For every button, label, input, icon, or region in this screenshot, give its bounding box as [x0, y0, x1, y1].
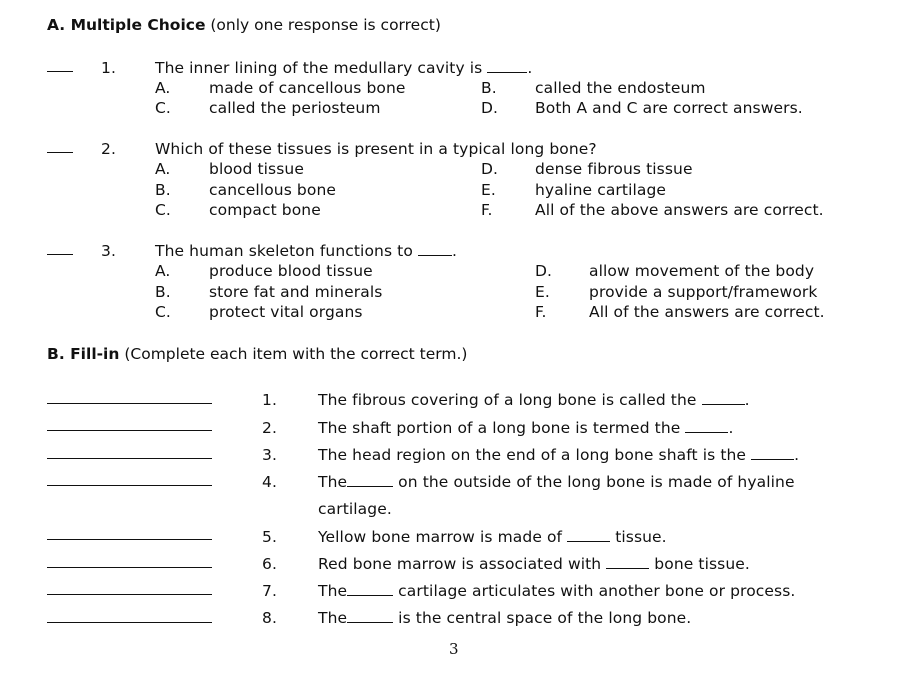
fill-in-item: The is the central space of the long bone.: [318, 609, 692, 627]
item-number: 4.: [262, 473, 277, 491]
option-letter: D.: [535, 262, 553, 280]
item-number: 6.: [262, 555, 277, 573]
option-letter: C.: [155, 201, 171, 219]
page-number: 3: [449, 640, 459, 658]
option-letter: A.: [155, 160, 171, 178]
item-number: 7.: [262, 582, 277, 600]
option-text: provide a support/framework: [589, 283, 818, 301]
option-text: store fat and minerals: [209, 283, 383, 301]
option-text: called the periosteum: [209, 99, 381, 117]
fill-in-item: The on the outside of the long bone is made of hyaline: [318, 473, 795, 491]
fill-in-item: The cartilage articulates with another bone or process.: [318, 582, 796, 600]
item-number: 3.: [262, 446, 277, 464]
answer-blank-b8[interactable]: [47, 622, 212, 623]
option-text: called the endosteum: [535, 79, 706, 97]
option-letter: F.: [535, 303, 547, 321]
option-text: All of the above answers are correct.: [535, 201, 824, 219]
option-letter: F.: [481, 201, 493, 219]
option-letter: B.: [155, 181, 171, 199]
question-number: 2.: [101, 140, 116, 158]
option-text: cancellous bone: [209, 181, 337, 199]
answer-blank-b1[interactable]: [47, 403, 212, 404]
fill-in-item: Red bone marrow is associated with bone tissue.: [318, 555, 750, 573]
section-a-heading: A. Multiple Choice (only one response is correct): [47, 16, 441, 34]
fill-in-item: The fibrous covering of a long bone is called the .: [318, 391, 750, 409]
fill-in-item: The shaft portion of a long bone is termed the .: [318, 419, 734, 437]
fill-in-item: The head region on the end of a long bone shaft is the .: [318, 446, 800, 464]
option-text: made of cancellous bone: [209, 79, 406, 97]
option-text: dense fibrous tissue: [535, 160, 693, 178]
item-number: 5.: [262, 528, 277, 546]
question-number: 1.: [101, 59, 116, 77]
option-text: compact bone: [209, 201, 321, 219]
option-letter: C.: [155, 99, 171, 117]
answer-blank-b3[interactable]: [47, 458, 212, 459]
option-letter: B.: [155, 283, 171, 301]
answer-blank-q1[interactable]: [47, 71, 73, 72]
fill-in-item: Yellow bone marrow is made of tissue.: [318, 528, 667, 546]
item-number: 2.: [262, 419, 277, 437]
question-stem: The human skeleton functions to .: [155, 242, 457, 260]
option-text: hyaline cartilage: [535, 181, 667, 199]
question-stem: The inner lining of the medullary cavity is .: [155, 59, 533, 77]
answer-blank-b2[interactable]: [47, 430, 212, 431]
answer-blank-b5[interactable]: [47, 539, 212, 540]
option-text: produce blood tissue: [209, 262, 373, 280]
option-letter: E.: [481, 181, 496, 199]
option-letter: A.: [155, 262, 171, 280]
section-b-heading: B. Fill-in (Complete each item with the correct term.): [47, 345, 468, 363]
answer-blank-b6[interactable]: [47, 567, 212, 568]
option-text: All of the answers are correct.: [589, 303, 825, 321]
option-letter: A.: [155, 79, 171, 97]
option-letter: C.: [155, 303, 171, 321]
option-text: protect vital organs: [209, 303, 363, 321]
option-letter: E.: [535, 283, 550, 301]
fill-in-item-continued: cartilage.: [318, 500, 392, 518]
option-letter: D.: [481, 160, 499, 178]
answer-blank-q3[interactable]: [47, 254, 73, 255]
answer-blank-q2[interactable]: [47, 152, 73, 153]
question-stem: Which of these tissues is present in a typical long bone?: [155, 140, 597, 158]
option-letter: B.: [481, 79, 497, 97]
option-text: Both A and C are correct answers.: [535, 99, 803, 117]
option-text: allow movement of the body: [589, 262, 815, 280]
option-text: blood tissue: [209, 160, 304, 178]
option-letter: D.: [481, 99, 499, 117]
answer-blank-b4[interactable]: [47, 485, 212, 486]
item-number: 1.: [262, 391, 277, 409]
answer-blank-b7[interactable]: [47, 594, 212, 595]
item-number: 8.: [262, 609, 277, 627]
question-number: 3.: [101, 242, 116, 260]
